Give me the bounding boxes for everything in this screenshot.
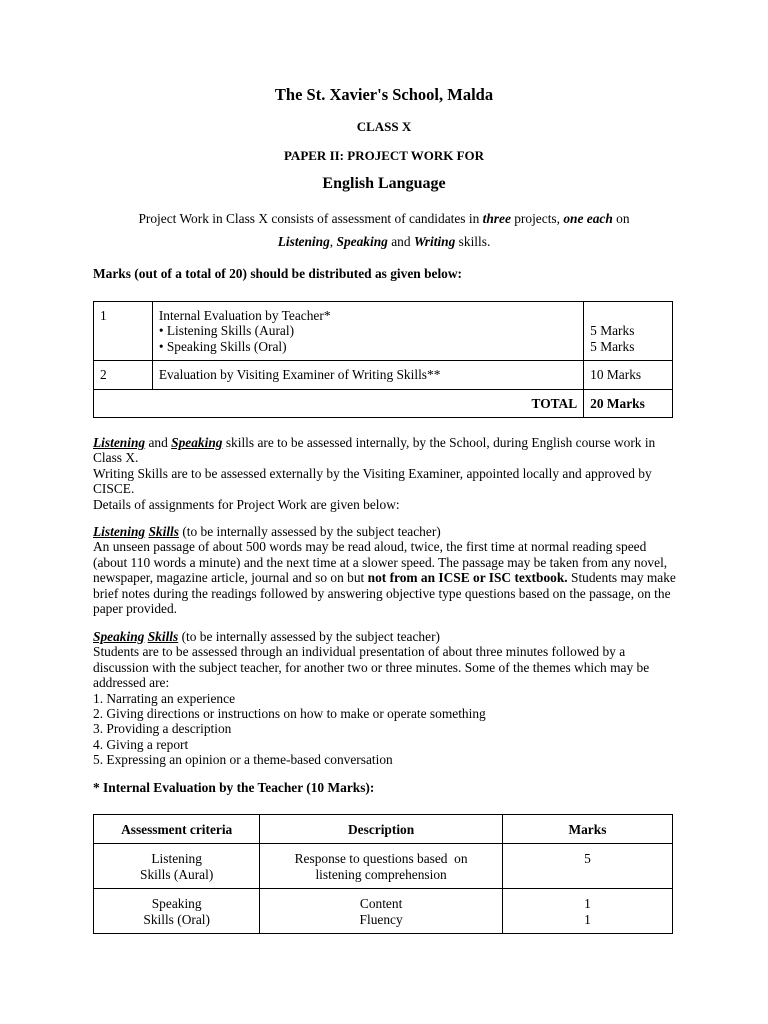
total-label: TOTAL [94,389,584,417]
row-item: • Speaking Skills (Oral) [158,338,287,354]
table-row-total [94,389,673,417]
criteria-line: Skills (Oral) [143,911,210,927]
total-value: 20 Marks [584,389,673,417]
listening-note: (to be internally assessed by the subject teacher) [178,524,441,539]
table-header-row [94,815,673,844]
intro-part: on [612,211,630,226]
emph-listening: Listening [93,435,146,450]
listening-heading-skills: Skills [148,524,179,539]
description-line: listening comprehension [315,866,447,882]
criteria-line: Listening [151,851,202,867]
theme-item: 2. Giving directions or instructions on how to make or operate something [93,706,486,722]
intro-part: and [387,234,414,249]
school-title: The St. Xavier's School, Malda [274,85,494,104]
description-line: Response to questions based on [294,851,468,867]
marks-cell [502,844,672,889]
description-cell [260,889,503,934]
intro-text [0,207,768,253]
text-part: and [145,435,172,450]
intro-part: projects, [510,211,564,226]
row-number: 2 [94,361,153,389]
mark-value: 5 Marks [590,323,635,339]
table-row [94,844,673,889]
column-header: Description [260,815,503,844]
intro-emph-writing: Writing [413,234,456,249]
criteria-cell [94,844,260,889]
speaking-heading: Speaking [93,629,145,644]
speaking-text: Students are to be assessed through an individual presentation of about three minutes followed by a discussion with the subject teacher, for another two or three minutes. Some of the themes which may be addressed are: [93,644,650,691]
listening-text-bold: not from an ICSE or ISC textbook. [367,570,568,586]
internal-evaluation-heading: * Internal Evaluation by the Teacher (10 Marks): [93,780,375,795]
criteria-cell [94,889,260,934]
table-row [94,889,673,934]
criteria-line: Speaking [151,896,202,912]
table-row [94,361,673,389]
marks-table [93,301,673,418]
subject-title: English Language [322,175,446,192]
criteria-table [93,814,673,934]
table-row [94,302,673,361]
row-description [152,302,583,361]
class-label: CLASS X [356,119,412,134]
theme-item: 1. Narrating an experience [93,690,236,706]
column-header: Assessment criteria [94,815,260,844]
speaking-section [93,629,678,768]
mark-line: 5 [584,851,591,867]
description-line: Content [359,896,403,912]
marks-cell [502,889,672,934]
mark-value: 5 Marks [590,338,635,354]
intro-part: , [329,234,337,249]
intro-emph-three: three [482,211,511,226]
row-item: • Listening Skills (Aural) [158,323,295,339]
intro-emph-listening: Listening [277,234,330,249]
speaking-note: (to be internally assessed by the subject teacher) [178,629,440,644]
text-part: skills are to be assessed internally, by the School, during English course work in Class X. [93,435,656,466]
emph-speaking: Speaking [171,435,223,450]
row-title: Internal Evaluation by Teacher* [158,308,331,323]
row-description: Evaluation by Visiting Examiner of Writing Skills** [152,361,583,389]
listening-section [93,524,678,616]
description-cell [260,844,503,889]
row-number: 1 [94,302,153,361]
paper-label: PAPER II: PROJECT WORK FOR [283,148,485,163]
theme-item: 5. Expressing an opinion or a theme-based conversation [93,752,393,768]
mark-line: 1 [584,896,591,912]
text-line: Details of assignments for Project Work are given below: [93,496,400,512]
marks-heading: Marks (out of a total of 20) should be distributed as given below: [93,266,463,281]
listening-text: An unseen passage of about 500 words may be read aloud, twice, the first time at normal reading speed (about 110 words a minute) and the next time at a slower speed. The passage may be taken from any novel, newspaper, magazine article, journal and so on but [93,539,668,586]
listening-heading: Listening [93,524,146,539]
mark-line: 1 [584,911,591,927]
criteria-line: Skills (Aural) [140,866,214,882]
description-line: Fluency [359,911,403,927]
listening-text: Students may make brief notes during the readings followed by answering objective type questions based on the passage, on the paper provided. [93,570,676,617]
theme-item: 4. Giving a report [93,736,189,752]
speaking-heading-skills: Skills [147,629,179,644]
row-marks [584,302,673,361]
theme-item: 3. Providing a description [93,721,232,737]
text-line: Writing Skills are to be assessed externally by the Visiting Examiner, appointed locally and approved by CISCE. [93,465,652,497]
intro-part: skills. [455,234,491,249]
intro-emph-speaking: Speaking [336,234,388,249]
column-header: Marks [502,815,672,844]
intro-emph-one-each: one each [563,211,613,226]
assessment-paragraph [93,435,678,512]
intro-part: Project Work in Class X consists of assessment of candidates in [138,211,483,226]
row-marks: 10 Marks [584,361,673,389]
